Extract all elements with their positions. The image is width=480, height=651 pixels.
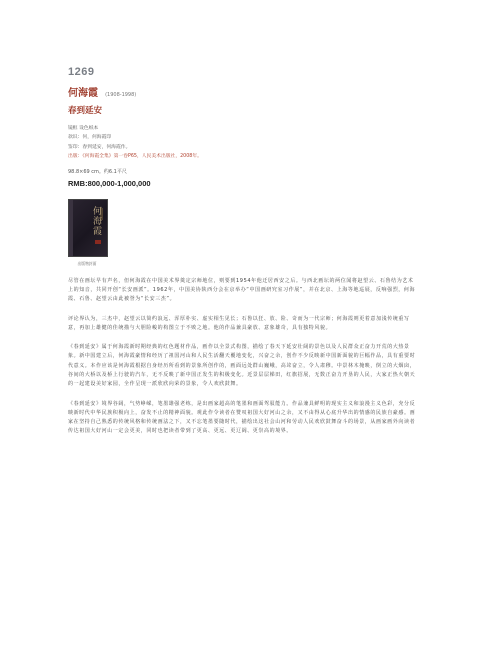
artist-dates: (1908-1998): [105, 92, 137, 98]
artwork-meta: [68, 124, 418, 162]
book-cover-image: [68, 199, 108, 257]
paragraph-1: 尽管在画坛早有声名，但何海霞在中国美术界奠定宗师地位，则要到1954年他迁居西安之后。与西北画坛的两位闻将赵望云、石鲁结为艺术上的知音，共同开创“长安画派”。1962年，中国美协陕西分会在京举办“中国画研究室习作展”，并在北京、上海等地巡展，反响强烈，何海霞、石鲁、赵望云由此被誉为“长安三杰”。: [68, 277, 416, 303]
paragraph-3: 《春到延安》属于何海霞新时期经典的红色题材作品，画作以全景式构图，描绘了春天下延安壮阔的景色以及人民群众正奋力开荒的大热景象。新中国建立后，何海霞豪情和经历了祖国河山和人民生活翻天覆地变化，兴奋之余，创作不少反映新中国新面貌的巨幅作品，具有重要时代意义。本作应该是何海霞根据自身经历所看到的景象所创作的，画面远处群山巍峨，高耸奋立，令人肃穆。中景林木掩映，倒立的大烟囱，谷间的大桥以及桥上行驶的汽车，无不反映了新中国正发生的积极变化。近景层层梯田，红旗招展，无数正奋力开垦的人民，大家正热火朝天的一起建设美好家园，全作呈现一派欣欣向荣的景象，令人欢欣鼓舞。: [68, 344, 416, 388]
book-seal: [95, 240, 101, 244]
seals: 鉴印：春到延安，何海霞作。: [68, 144, 131, 150]
estimate: RMB:800,000-1,000,000: [68, 178, 151, 188]
dimensions: 98.8×69 cm。约6.1平尺: [68, 168, 127, 175]
book-cover-title: 何海霞: [91, 205, 101, 236]
catalog-entry: [68, 66, 418, 437]
book-caption: 出版物封面: [77, 260, 97, 266]
paragraph-4: 《春到延安》境界谷阔，气势峥嵘，笔墨雄强老练，是出画家超高的笔墨和画面驾驭能力。作品兼具鲜明的现实主义和浪漫主义色彩，充分反映新时代中华民族积极向上，奋发不止的精神面貌。观此作令读者在赞叹祖国大好河山之余，又不由得从心底升华出的情感的民族自豪感。画家在坚持自己熟悉的传统风格和传统画法之下，又不忘笔墨要随时代，描绘出这社会山河和劳动人民欢欣鼓舞奋斗的场景，从画家画外向读者传达祖国大好河山一定会更美，同时也把读者带到了更高、更远、更辽阔、更崇高的境界。: [68, 400, 416, 435]
book-spine: [69, 200, 73, 256]
medium: 镜框 设色纸本: [68, 126, 99, 131]
paragraph-2: 评论界认为，三杰中，赵望云以简约浪远、浑厚朴实、虚实相生见长；石鲁以狂、放、险、奇而为一代宗师；何海霞则更着意加浅传统重写意，再加上雄健的佳统描与大胆险峻的构图立于不败之地。他的作品兼具豪放、意象雄奇，具有独特风貌。: [68, 315, 410, 331]
lot-number: 1269: [68, 66, 95, 78]
artist-row: [68, 84, 418, 102]
inscription: 款识：何，何海霞印: [68, 135, 112, 141]
artwork-title: 春到延安: [68, 106, 103, 116]
artist-name: 何海霞: [68, 88, 98, 99]
publication: 出版：《何海霞全集》第一卷P65，人民美术出版社，2008年。: [68, 154, 202, 160]
